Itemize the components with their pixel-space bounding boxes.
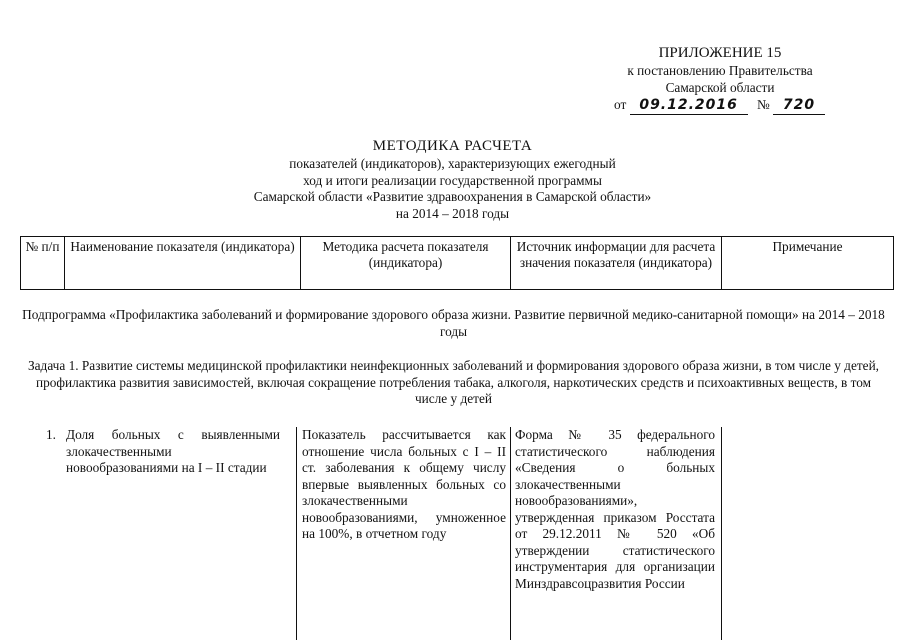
title-line-3: Самарской области «Развитие здравоохранения в Самарской области» xyxy=(253,189,652,204)
header-indicator-name: Наименование показателя (индикатора) xyxy=(65,237,301,290)
approval-line xyxy=(614,97,854,115)
appendix-line-resolution: к постановлению Правительства xyxy=(627,63,813,78)
handwritten-number: 720 xyxy=(773,97,825,115)
date-prefix: от xyxy=(614,97,627,112)
header-number: № п/п xyxy=(21,237,65,290)
header-note: Примечание xyxy=(722,237,894,290)
row-number: 1. xyxy=(46,427,56,442)
appendix-header xyxy=(600,44,840,96)
title-line-2: ход и итоги реализации государственной программы xyxy=(303,172,602,188)
table-row-1-name-cell xyxy=(46,427,280,477)
appendix-line-region: Самарской области xyxy=(665,79,775,95)
header-method: Методика расчета показателя (индикатора) xyxy=(301,237,511,290)
indicator-method: Показатель рассчитывается как отношение числа больных с I – II ст. заболевания к общему числу впервые выявленных больных со злокачественными новообразованиями, умноженное на 100%, в отчетном году xyxy=(302,427,506,541)
table-header xyxy=(20,236,894,290)
title-line-4: на 2014 – 2018 годы xyxy=(395,205,510,221)
subprogram-heading: Подпрограмма «Профилактика заболеваний и формирование здорового образа жизни. Развитие первичной медико-санитарной помощи» на 2014 – 2018 годы xyxy=(22,307,885,339)
indicator-name: Доля больных с выявленными злокачественными новообразованиями на I – II стадии xyxy=(66,427,280,475)
column-divider xyxy=(721,427,722,640)
handwritten-date: 09.12.2016 xyxy=(630,97,748,115)
title-line-1: показателей (индикаторов), характеризующих ежегодный xyxy=(289,156,616,171)
task-heading: Задача 1. Развитие системы медицинской профилактики неинфекционных заболеваний и формирования здорового образа жизни, в том числе у детей, профилактика развития зависимостей, включая сокращение потребления табака, алкоголя, наркотических средств и психоактивных веществ, в том числе у детей xyxy=(27,358,880,406)
appendix-title: ПРИЛОЖЕНИЕ 15 xyxy=(658,45,782,61)
number-prefix: № xyxy=(756,97,770,112)
document-title xyxy=(180,137,725,222)
column-divider xyxy=(510,427,511,640)
column-divider xyxy=(296,427,297,640)
indicator-source: Форма № 35 федерального статистического наблюдения «Сведения о больных злокачественными новообразованиями», утвержденная приказом Росстата от 29.12.2011 № 520 «Об утверждении статистического инструментария для организации Минздравсоцразвития России xyxy=(515,427,715,591)
header-source: Источник информации для расчета значения показателя (индикатора) xyxy=(511,237,722,290)
title-heading: МЕТОДИКА РАСЧЕТА xyxy=(372,138,533,154)
